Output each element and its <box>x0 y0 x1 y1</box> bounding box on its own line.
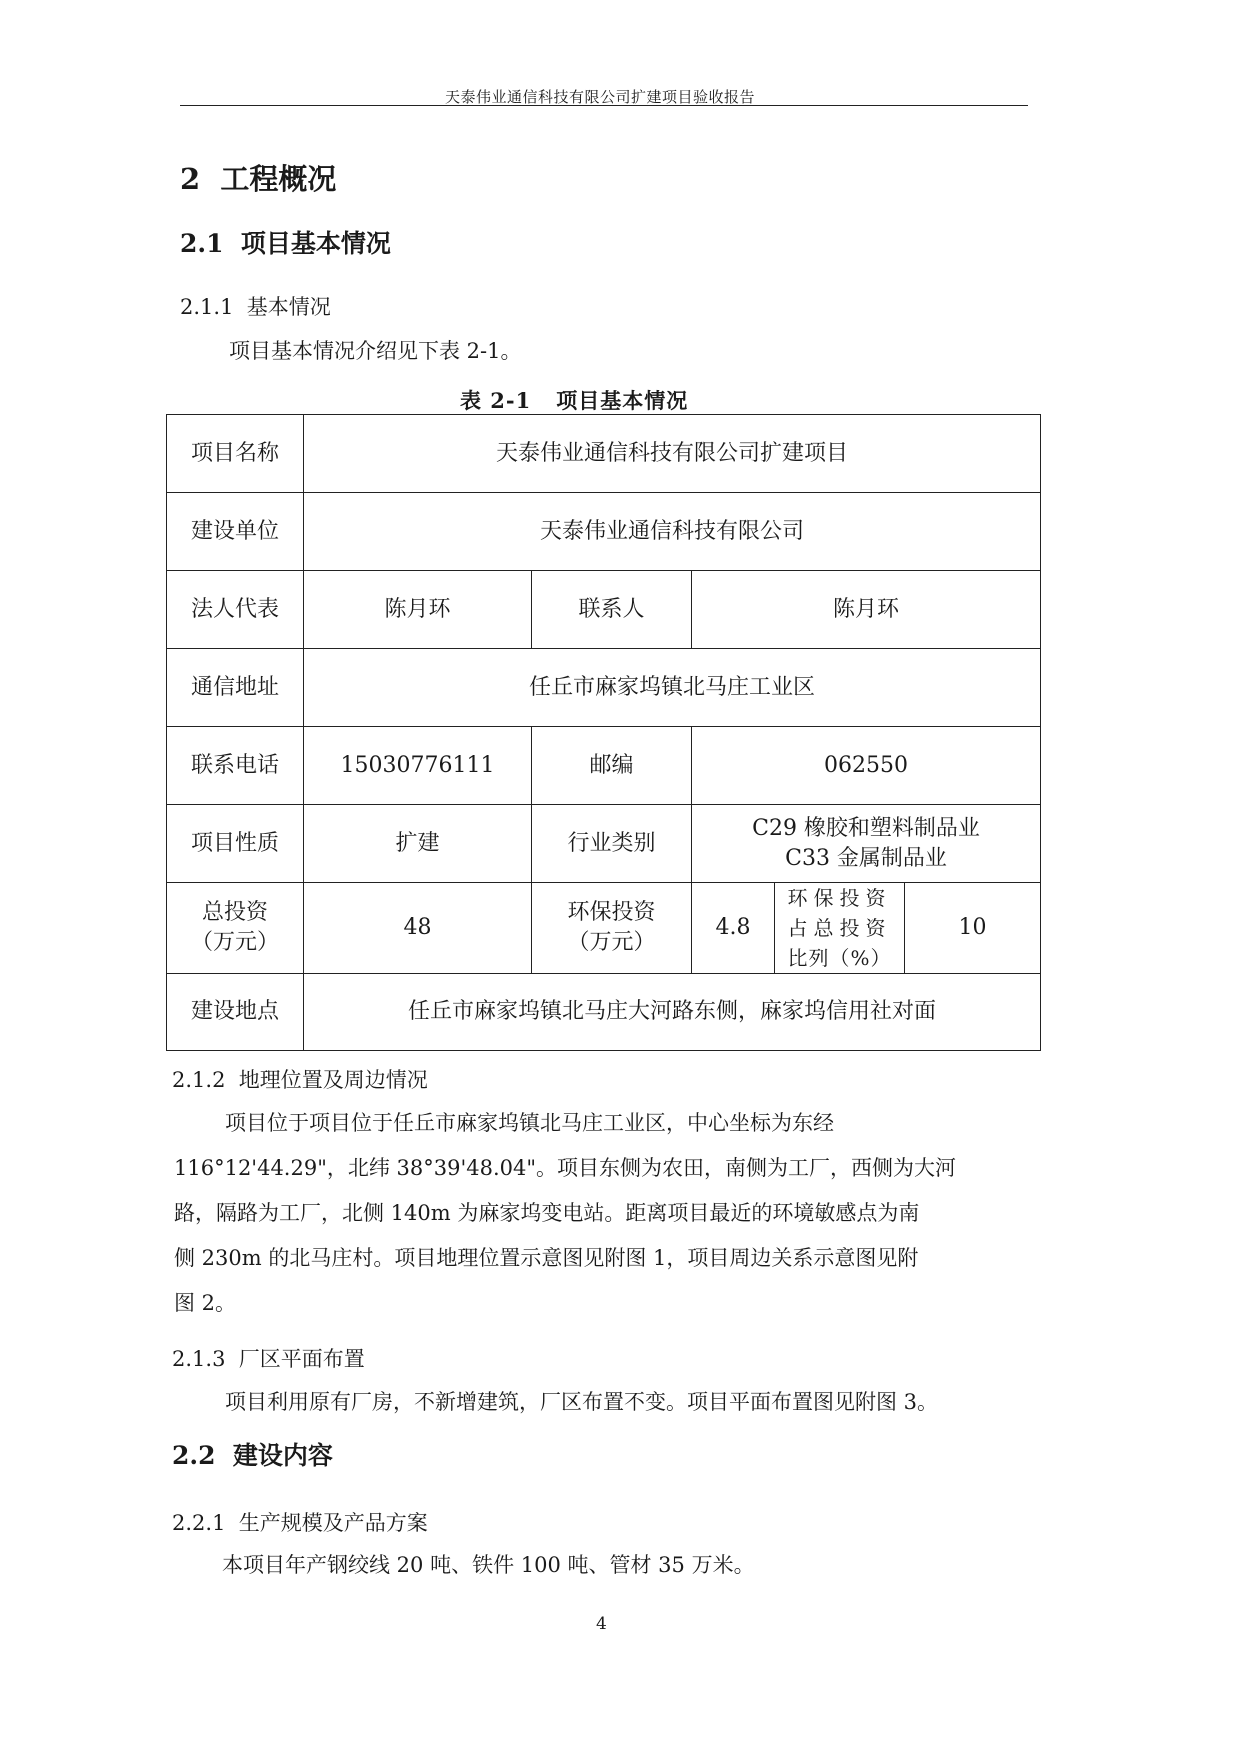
section-title: 建设内容 <box>232 1441 333 1470</box>
table-row <box>167 805 1041 883</box>
subsection-heading-2-2-1 <box>172 1507 428 1537</box>
site-label: 建设地点 <box>167 974 304 1051</box>
project-name-label: 项目名称 <box>167 415 304 493</box>
location-line-3: 路，隔路为工厂，北侧 140m 为麻家坞变电站。距离项目最近的环境敏感点为南 <box>174 1201 920 1225</box>
subsection-number: 2.1.1 <box>180 295 234 319</box>
env-invest-label-line-2: （万元） <box>567 930 656 955</box>
industry-value <box>692 805 1041 883</box>
total-invest-label-line-2: （万元） <box>190 930 279 955</box>
postcode-value: 062550 <box>692 727 1041 805</box>
env-invest-value: 4.8 <box>692 883 775 974</box>
project-name-value: 天泰伟业通信科技有限公司扩建项目 <box>304 415 1041 493</box>
table-intro-paragraph: 项目基本情况介绍见下表 2-1。 <box>229 339 522 363</box>
production-paragraph: 本项目年产钢绞线 20 吨、铁件 100 吨、管材 35 万米。 <box>222 1553 755 1577</box>
subsection-number: 2.1.2 <box>172 1068 226 1092</box>
postcode-label: 邮编 <box>532 727 692 805</box>
subsection-heading-2-1-2 <box>172 1064 428 1094</box>
header-rule <box>180 105 1028 106</box>
total-invest-label <box>167 883 304 974</box>
subsection-number: 2.2.1 <box>172 1511 226 1535</box>
ratio-label <box>775 883 905 974</box>
chapter-heading <box>180 157 336 198</box>
builder-value: 天泰伟业通信科技有限公司 <box>304 493 1041 571</box>
section-heading-2-2 <box>172 1436 333 1472</box>
contact-label: 联系人 <box>532 571 692 649</box>
nature-label: 项目性质 <box>167 805 304 883</box>
table-row <box>167 727 1041 805</box>
table-row <box>167 493 1041 571</box>
ratio-label-line-1: 环保投资 <box>787 886 892 910</box>
location-line-2: 116°12'44.29"，北纬 38°39'48.04"。项目东侧为农田，南侧为工厂，西侧为大河 <box>174 1156 957 1180</box>
chapter-title: 工程概况 <box>220 162 337 196</box>
section-heading-2-1 <box>180 224 391 260</box>
subsection-title: 基本情况 <box>246 295 331 319</box>
location-line-4: 侧 230m 的北马庄村。项目地理位置示意图见附图 1，项目周边关系示意图见附 <box>174 1246 919 1270</box>
subsection-heading-2-1-3 <box>172 1343 365 1373</box>
table-caption-number: 表 2-1 <box>460 388 532 413</box>
industry-value-line-1: C29 橡胶和塑料制品业 <box>752 815 980 841</box>
legal-rep-label: 法人代表 <box>167 571 304 649</box>
address-value: 任丘市麻家坞镇北马庄工业区 <box>304 649 1041 727</box>
env-invest-label-line-1: 环保投资 <box>567 900 656 925</box>
nature-value: 扩建 <box>304 805 532 883</box>
subsection-heading-2-1-1 <box>180 291 331 321</box>
project-info-table <box>166 414 1041 1051</box>
section-number: 2.1 <box>180 229 224 258</box>
industry-value-line-2: C33 金属制品业 <box>785 845 947 871</box>
running-header: 天泰伟业通信科技有限公司扩建项目验收报告 <box>444 88 755 106</box>
section-number: 2.2 <box>172 1441 216 1470</box>
table-row <box>167 649 1041 727</box>
table-row <box>167 571 1041 649</box>
site-value: 任丘市麻家坞镇北马庄大河路东侧，麻家坞信用社对面 <box>304 974 1041 1051</box>
location-line-5: 图 2。 <box>174 1291 237 1315</box>
address-label: 通信地址 <box>167 649 304 727</box>
total-invest-value: 48 <box>304 883 532 974</box>
industry-label: 行业类别 <box>532 805 692 883</box>
builder-label: 建设单位 <box>167 493 304 571</box>
location-line-1: 项目位于项目位于任丘市麻家坞镇北马庄工业区，中心坐标为东经 <box>225 1111 834 1135</box>
total-invest-label-line-1: 总投资 <box>201 900 268 925</box>
subsection-title: 地理位置及周边情况 <box>238 1068 428 1092</box>
table-caption <box>460 385 688 415</box>
subsection-title: 厂区平面布置 <box>238 1347 365 1371</box>
page-number: 4 <box>596 1614 607 1634</box>
phone-label: 联系电话 <box>167 727 304 805</box>
ratio-value: 10 <box>905 883 1041 974</box>
contact-value: 陈月环 <box>692 571 1041 649</box>
table-row <box>167 974 1041 1051</box>
subsection-number: 2.1.3 <box>172 1347 226 1371</box>
env-invest-label <box>532 883 692 974</box>
subsection-title: 生产规模及产品方案 <box>238 1511 428 1535</box>
ratio-label-line-2: 占总投资 <box>787 916 892 940</box>
table-row <box>167 883 1041 974</box>
legal-rep-value: 陈月环 <box>304 571 532 649</box>
phone-value: 15030776111 <box>304 727 532 805</box>
layout-paragraph: 项目利用原有厂房，不新增建筑，厂区布置不变。项目平面布置图见附图 3。 <box>225 1390 939 1414</box>
table-caption-title: 项目基本情况 <box>556 388 689 413</box>
ratio-label-line-3: 比列（%） <box>787 946 892 970</box>
chapter-number: 2 <box>180 162 201 196</box>
section-title: 项目基本情况 <box>240 229 391 258</box>
table-row <box>167 415 1041 493</box>
